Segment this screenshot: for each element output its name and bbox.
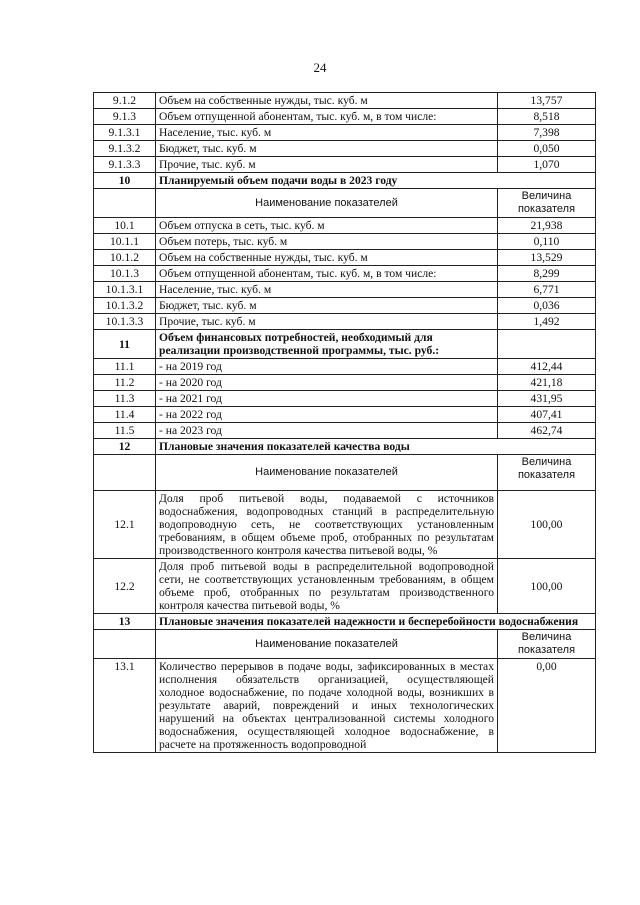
row-value: 13,529 xyxy=(498,250,596,266)
column-header-value: Величина показателя xyxy=(498,189,596,218)
empty-cell xyxy=(94,455,156,491)
row-name: - на 2021 год xyxy=(156,391,498,407)
row-value: 407,41 xyxy=(498,407,596,423)
column-header-row xyxy=(94,630,596,659)
section-title: Планируемый объем подачи воды в 2023 году xyxy=(156,173,596,189)
section-number: 12 xyxy=(94,439,156,455)
row-number: 9.1.3.3 xyxy=(94,157,156,173)
table-row xyxy=(94,407,596,423)
section-header-row xyxy=(94,173,596,189)
row-value: 421,18 xyxy=(498,375,596,391)
row-number: 10.1.3 xyxy=(94,266,156,282)
row-number: 11.4 xyxy=(94,407,156,423)
row-value: 21,938 xyxy=(498,218,596,234)
section-header-row xyxy=(94,614,596,630)
row-value: 7,398 xyxy=(498,125,596,141)
table-row xyxy=(94,109,596,125)
row-value: 0,036 xyxy=(498,298,596,314)
row-name: Объем отпуска в сеть, тыс. куб. м xyxy=(156,218,498,234)
section-number: 10 xyxy=(94,173,156,189)
section-title: Объем финансовых потребностей, необходимый для реализации производственной программы, тыс. руб.: xyxy=(156,330,498,359)
column-header-row xyxy=(94,455,596,491)
row-number: 10.1.2 xyxy=(94,250,156,266)
row-number: 11.3 xyxy=(94,391,156,407)
row-value: 462,74 xyxy=(498,423,596,439)
row-number: 12.1 xyxy=(94,491,156,559)
row-value: 1,492 xyxy=(498,314,596,330)
section-title: Плановые значения показателей качества воды xyxy=(156,439,596,455)
row-value: 0,110 xyxy=(498,234,596,250)
indicators-table xyxy=(93,92,596,753)
row-value: 0,00 xyxy=(498,659,596,753)
row-number: 11.5 xyxy=(94,423,156,439)
section-header-row xyxy=(94,330,596,359)
table-row xyxy=(94,93,596,109)
column-header-value: Величина показателя xyxy=(498,455,596,491)
row-name: Доля проб питьевой воды в распределительной водопроводной сети, не соответствующих установленным требованиям, в общем объеме проб, отобранных по результатам производственного контроля качества питьевой воды, % xyxy=(156,559,498,614)
table-row xyxy=(94,298,596,314)
row-name: - на 2019 год xyxy=(156,359,498,375)
column-header-row xyxy=(94,189,596,218)
row-name: Прочие, тыс. куб. м xyxy=(156,314,498,330)
row-name: Объем на собственные нужды, тыс. куб. м xyxy=(156,250,498,266)
row-value: 13,757 xyxy=(498,93,596,109)
row-number: 9.1.3.2 xyxy=(94,141,156,157)
row-value: 6,771 xyxy=(498,282,596,298)
row-number: 11.1 xyxy=(94,359,156,375)
row-number: 10.1.3.1 xyxy=(94,282,156,298)
section-header-row xyxy=(94,439,596,455)
row-number: 10.1.3.2 xyxy=(94,298,156,314)
table-row xyxy=(94,141,596,157)
table-row xyxy=(94,282,596,298)
row-name: - на 2022 год xyxy=(156,407,498,423)
row-number: 10.1.1 xyxy=(94,234,156,250)
table-row xyxy=(94,491,596,559)
row-name: Объем отпущенной абонентам, тыс. куб. м, в том числе: xyxy=(156,266,498,282)
empty-cell xyxy=(94,189,156,218)
table-row xyxy=(94,250,596,266)
row-value: 8,299 xyxy=(498,266,596,282)
row-name: - на 2020 год xyxy=(156,375,498,391)
table-row xyxy=(94,391,596,407)
section-title: Плановые значения показателей надежности и бесперебойности водоснабжения xyxy=(156,614,596,630)
section-number: 11 xyxy=(94,330,156,359)
row-number: 13.1 xyxy=(94,659,156,753)
row-name: Объем на собственные нужды, тыс. куб. м xyxy=(156,93,498,109)
row-number: 10.1.3.3 xyxy=(94,314,156,330)
row-name: Количество перерывов в подаче воды, зафиксированных в местах исполнения обязательств организацией, осуществляющей холодное водоснабжение, по подаче холодной воды, возникших в результате аварий, повреждений и иных технологических нарушений на объектах централизованной системы холодного водоснабжения, осуществляющей холодное водоснабжение, в расчете на протяженность водопроводной xyxy=(156,659,498,753)
row-number: 9.1.3 xyxy=(94,109,156,125)
table-row xyxy=(94,359,596,375)
empty-cell xyxy=(498,330,596,359)
table-row xyxy=(94,266,596,282)
row-name: Доля проб питьевой воды, подаваемой с источников водоснабжения, водопроводных станций в распределительную водопроводную сеть, не соответствующих установленным требованиям, в общем объеме проб, отобранных по результатам производственного контроля качества питьевой воды, % xyxy=(156,491,498,559)
empty-cell xyxy=(94,630,156,659)
table-row xyxy=(94,659,596,753)
row-value: 100,00 xyxy=(498,491,596,559)
row-name: - на 2023 год xyxy=(156,423,498,439)
row-name: Прочие, тыс. куб. м xyxy=(156,157,498,173)
table-row xyxy=(94,234,596,250)
table-row xyxy=(94,559,596,614)
table-row xyxy=(94,157,596,173)
row-number: 9.1.3.1 xyxy=(94,125,156,141)
section-number: 13 xyxy=(94,614,156,630)
row-name: Объем потерь, тыс. куб. м xyxy=(156,234,498,250)
column-header-name: Наименование показателей xyxy=(156,455,498,491)
row-value: 0,050 xyxy=(498,141,596,157)
row-name: Население, тыс. куб. м xyxy=(156,125,498,141)
table-row xyxy=(94,218,596,234)
row-value: 8,518 xyxy=(498,109,596,125)
row-name: Бюджет, тыс. куб. м xyxy=(156,298,498,314)
row-value: 1,070 xyxy=(498,157,596,173)
row-number: 11.2 xyxy=(94,375,156,391)
row-number: 9.1.2 xyxy=(94,93,156,109)
table-row xyxy=(94,125,596,141)
page-number: 24 xyxy=(313,60,327,75)
row-name: Объем отпущенной абонентам, тыс. куб. м, в том числе: xyxy=(156,109,498,125)
row-value: 412,44 xyxy=(498,359,596,375)
column-header-name: Наименование показателей xyxy=(156,189,498,218)
row-name: Бюджет, тыс. куб. м xyxy=(156,141,498,157)
row-value: 431,95 xyxy=(498,391,596,407)
column-header-value: Величина показателя xyxy=(498,630,596,659)
row-number: 10.1 xyxy=(94,218,156,234)
table-row xyxy=(94,423,596,439)
row-value: 100,00 xyxy=(498,559,596,614)
table-row xyxy=(94,375,596,391)
column-header-name: Наименование показателей xyxy=(156,630,498,659)
table-row xyxy=(94,314,596,330)
row-number: 12.2 xyxy=(94,559,156,614)
row-name: Население, тыс. куб. м xyxy=(156,282,498,298)
